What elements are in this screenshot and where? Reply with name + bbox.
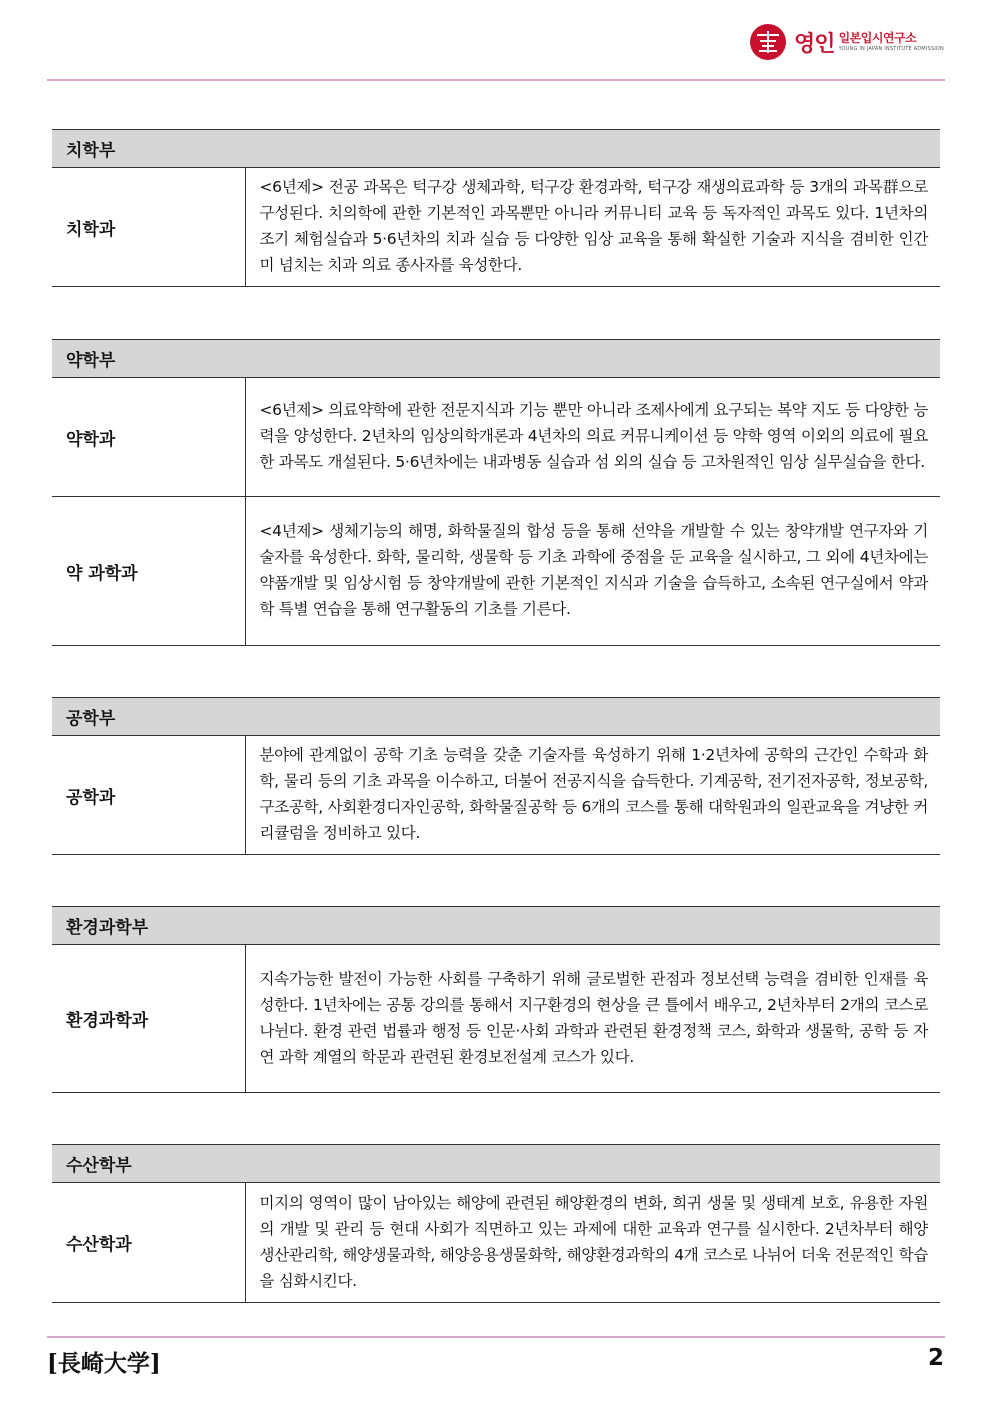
page-header — [0, 0, 992, 80]
page-number: 2 — [927, 1345, 944, 1371]
logo-english-text: YOUNG IN JAPAN INSTITUTE ADMISSION — [838, 46, 944, 52]
table-row — [52, 378, 940, 497]
logo — [748, 20, 944, 64]
table-row — [52, 945, 940, 1093]
table-row — [52, 736, 940, 855]
footer-university-name: [長崎大学] — [47, 1350, 161, 1377]
header-divider — [47, 79, 945, 81]
department-description: 지속가능한 발전이 가능한 사회를 구축하기 위해 글로벌한 관점과 정보선택 능력을 겸비한 인재를 육성한다. 1년차에는 공통 강의를 통해서 지구환경의 현상을 큰 틀에서 배우고, 2년차부터 2개의 코스로 나뉜다. 환경 관련 법률과 행정 등 인문·사회 과학과 관련된 환경정책 코스, 화학과 생물학, 공학 등 자연 과학 계열의 학문과 관련된 환경보전설계 코스가 있다. — [245, 945, 940, 1093]
department-name: 치학과 — [52, 168, 245, 287]
faculty-table-fisheries — [52, 1144, 940, 1303]
faculty-table-dentistry — [52, 129, 940, 287]
faculty-title: 치학부 — [52, 130, 940, 168]
faculty-table-pharmacy — [52, 339, 940, 646]
department-name: 공학과 — [52, 736, 245, 855]
logo-korean-text: 일본입시연구소 — [838, 31, 917, 45]
faculty-title: 공학부 — [52, 698, 940, 736]
department-description: <4년제> 생체기능의 해명, 화학물질의 합성 등을 통해 선약을 개발할 수 있는 창약개발 연구자와 기술자를 육성한다. 화학, 물리학, 생물학 등 기초 과학에 중점을 둔 교육을 실시하고, 그 외에 4년차에는 약품개발 및 임상시험 등 창약개발에 관한 기본적인 지식과 기술을 습득하고, 소속된 연구실에서 약과학 특별 연습을 통해 연구활동의 기초를 기른다. — [245, 497, 940, 646]
footer-divider — [47, 1336, 945, 1338]
department-description: 분야에 관계없이 공학 기초 능력을 갖춘 기술자를 육성하기 위해 1·2년차에 공학의 근간인 수학과 화학, 물리 등의 기초 과목을 이수하고, 더불어 전공지식을 습득한다. 기계공학, 전기전자공학, 정보공학, 구조공학, 사회환경디자인공학, 화학물질공학 등 6개의 코스를 통해 대학원과의 일관교육을 겨냥한 커리큘럼을 정비하고 있다. — [245, 736, 940, 855]
logo-brand: 영인 — [794, 31, 835, 57]
department-description: <6년제> 의료약학에 관한 전문지식과 기능 뿐만 아니라 조제사에게 요구되는 복약 지도 등 다양한 능력을 양성한다. 2년차의 임상의학개론과 4년차의 의료 커뮤니케이션 등 약학 영역 이외의 의료에 필요한 과목도 개설된다. 5·6년차에는 내과병동 실습과 섬 외의 실습 등 고차원적인 임상 실무실습을 한다. — [245, 378, 940, 497]
department-name: 약 과학과 — [52, 497, 245, 646]
faculty-title: 환경과학부 — [52, 907, 940, 945]
logo-emblem-icon — [748, 22, 788, 62]
table-row — [52, 168, 940, 287]
table-row — [52, 497, 940, 646]
table-row — [52, 1183, 940, 1303]
faculty-table-environmental-science — [52, 906, 940, 1093]
department-description: 미지의 영역이 많이 남아있는 해양에 관련된 해양환경의 변화, 희귀 생물 및 생태계 보호, 유용한 자원의 개발 및 관리 등 현대 사회가 직면하고 있는 과제에 대한 교육과 연구를 실시한다. 2년차부터 해양생산관리학, 해양생물과학, 해양응용생물화학, 해양환경과학의 4개 코스로 나뉘어 더욱 전문적인 학습을 심화시킨다. — [245, 1183, 940, 1303]
department-name: 약학과 — [52, 378, 245, 497]
department-description: <6년제> 전공 과목은 턱구강 생체과학, 턱구강 환경과학, 턱구강 재생의료과학 등 3개의 과목群으로 구성된다. 치의학에 관한 기본적인 과목뿐만 아니라 커뮤니티 교육 등 독자적인 과목도 있다. 1년차의 조기 체험실습과 5·6년차의 치과 실습 등 다양한 임상 교육을 통해 확실한 기술과 지식을 겸비한 인간미 넘치는 치과 의료 종사자를 육성한다. — [245, 168, 940, 287]
faculty-title: 수산학부 — [52, 1145, 940, 1183]
department-name: 수산학과 — [52, 1183, 245, 1303]
department-name: 환경과학과 — [52, 945, 245, 1093]
faculty-table-engineering — [52, 697, 940, 855]
faculty-title: 약학부 — [52, 340, 940, 378]
